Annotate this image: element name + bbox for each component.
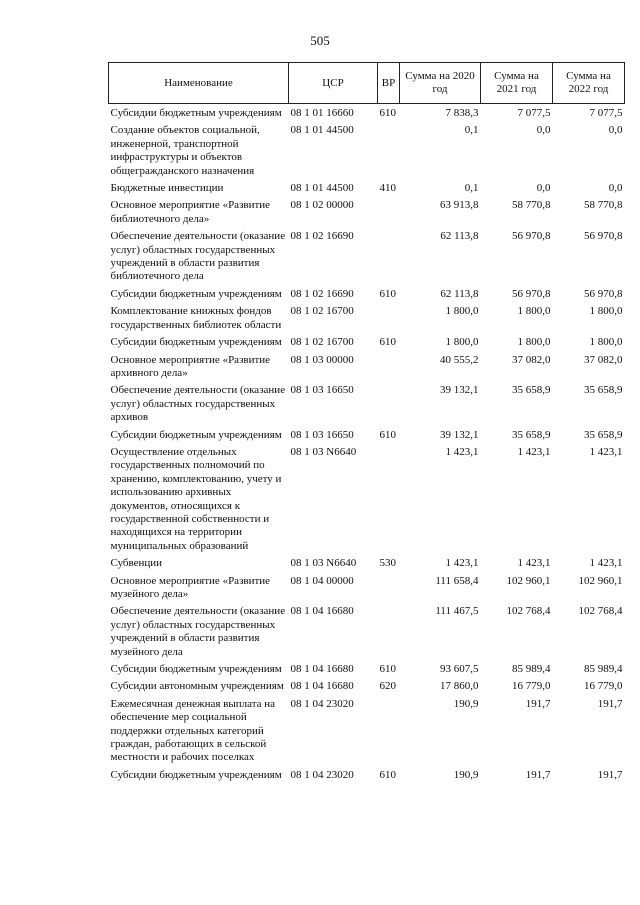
cell-vr: 530 [379,557,396,570]
cell-sum-2020: 111 658,4 [435,574,479,587]
cell-sum-2020: 63 913,8 [440,199,479,212]
cell-csr: 08 1 04 23020 [290,697,354,710]
cell-csr: 08 1 02 16690 [290,230,354,243]
cell-csr: 08 1 01 16660 [290,107,354,119]
cell-csr: 08 1 03 00000 [290,353,354,366]
cell-sum-2020: 0,1 [464,182,479,195]
cell-vr: 610 [379,107,396,119]
cell-vr [378,695,400,766]
cell-sum-2022: 35 658,9 [584,428,623,441]
cell-sum-2022: 7 077,5 [589,107,623,119]
table-row [109,443,625,554]
cell-sum-2021: 37 082,0 [512,353,551,366]
cell-sum-2020: 17 860,0 [440,680,479,693]
cell-sum-2021: 56 970,8 [512,287,551,300]
cell-sum-2020: 190,9 [453,768,479,781]
cell-sum-2020: 0,1 [464,124,479,137]
cell-sum-2020: 40 555,2 [440,353,479,366]
cell-sum-2020: 1 800,0 [445,336,479,349]
cell-sum-2020: 1 423,1 [445,557,479,570]
cell-sum-2022: 102 960,1 [578,574,623,587]
cell-sum-2021: 102 768,4 [506,605,551,618]
cell-sum-2021: 1 423,1 [517,557,551,570]
cell-sum-2021: 191,7 [525,697,551,710]
cell-sum-2022: 191,7 [597,768,623,781]
cell-sum-2021: 0,0 [536,182,551,195]
cell-name: Обеспечение деятельности (оказание услуг) областных государственных учреждений в области развития музейного дела [110,605,286,658]
table-row [109,104,625,122]
cell-sum-2020: 1 423,1 [445,445,479,458]
cell-sum-2021: 35 658,9 [512,384,551,397]
cell-name: Субвенции [110,557,163,570]
table-row [109,333,625,350]
cell-name: Субсидии автономным учреждениям [110,680,284,693]
cell-sum-2021: 85 989,4 [512,663,551,676]
cell-sum-2022: 16 779,0 [584,680,623,693]
cell-csr: 08 1 04 16680 [290,605,354,618]
cell-sum-2022: 0,0 [608,182,623,195]
cell-sum-2021: 16 779,0 [512,680,551,693]
cell-vr [378,443,400,554]
cell-sum-2020: 1 800,0 [445,305,479,318]
cell-csr: 08 1 03 16650 [290,384,354,397]
cell-name: Основное мероприятие «Развитие музейного дела» [110,574,271,600]
cell-sum-2022: 1 800,0 [589,305,623,318]
cell-vr [378,227,400,285]
cell-sum-2022: 1 423,1 [589,445,623,458]
header-name: Наименование [109,63,289,104]
cell-name: Основное мероприятие «Развитие библиотечного дела» [110,199,271,225]
table-row [109,572,625,603]
cell-sum-2022: 85 989,4 [584,663,623,676]
cell-csr: 08 1 02 16700 [290,336,354,349]
cell-csr: 08 1 04 16680 [290,663,354,676]
cell-vr: 610 [379,336,396,349]
cell-vr: 610 [379,768,396,781]
cell-sum-2022: 37 082,0 [584,353,623,366]
cell-sum-2022: 191,7 [597,697,623,710]
cell-csr: 08 1 03 16650 [290,428,354,441]
table-row [109,179,625,196]
cell-csr: 08 1 01 44500 [290,182,354,195]
cell-name: Субсидии бюджетным учреждениям [110,768,282,781]
cell-name: Основное мероприятие «Развитие архивного дела» [110,353,271,379]
cell-sum-2022: 58 770,8 [584,199,623,212]
header-vr: ВР [378,63,400,104]
cell-csr: 08 1 02 16700 [290,305,354,318]
cell-name: Комплектование книжных фондов государственных библиотек области [110,305,282,331]
cell-name: Создание объектов социальной, инженерной, транспортной инфраструктуры и объектов общегражданского назначения [110,124,260,177]
cell-csr: 08 1 03 N6640 [290,557,357,570]
header-sum-2020: Сумма на 2020 год [400,63,481,104]
table-row [109,121,625,179]
table-row [109,227,625,285]
cell-sum-2020: 62 113,8 [440,287,479,300]
cell-name: Ежемесячная денежная выплата на обеспечение мер социальной поддержки отдельных категорий граждан, работающих в сельской местности и рабочих поселках [110,697,276,764]
cell-sum-2022: 1 800,0 [589,336,623,349]
cell-sum-2021: 1 423,1 [517,445,551,458]
cell-sum-2022: 102 768,4 [578,605,623,618]
cell-sum-2021: 7 077,5 [517,107,551,119]
table-row [109,302,625,333]
table-row [109,677,625,694]
cell-name: Обеспечение деятельности (оказание услуг) областных государственных архивов [110,384,286,424]
budget-table [108,62,625,783]
cell-name: Субсидии бюджетным учреждениям [110,663,282,676]
cell-csr: 08 1 04 23020 [290,768,354,781]
header-sum-2022: Сумма на 2022 год [553,63,625,104]
cell-sum-2020: 7 838,3 [445,107,479,119]
header-sum-2021: Сумма на 2021 год [481,63,553,104]
cell-vr [378,351,400,382]
cell-vr: 610 [379,663,396,676]
cell-csr: 08 1 04 16680 [290,680,354,693]
cell-name: Субсидии бюджетным учреждениям [110,428,282,441]
cell-sum-2020: 111 467,5 [435,605,479,618]
page-number: 505 [310,33,330,48]
cell-vr [378,381,400,425]
table-row [109,660,625,677]
cell-sum-2020: 62 113,8 [440,230,479,243]
table-row [109,381,625,425]
cell-sum-2021: 102 960,1 [506,574,551,587]
cell-name: Бюджетные инвестиции [110,182,224,195]
table-row [109,196,625,227]
cell-vr: 410 [379,182,396,195]
cell-sum-2020: 39 132,1 [440,384,479,397]
table-row [109,285,625,302]
cell-vr [378,302,400,333]
cell-vr [378,572,400,603]
cell-csr: 08 1 01 44500 [290,124,354,137]
cell-vr: 610 [379,428,396,441]
table-row [109,695,625,766]
cell-csr: 08 1 04 00000 [290,574,354,587]
cell-name: Обеспечение деятельности (оказание услуг) областных государственных учреждений в области развития библиотечного дела [110,230,286,283]
cell-vr [378,121,400,179]
table-row [109,351,625,382]
cell-sum-2021: 56 970,8 [512,230,551,243]
cell-name: Субсидии бюджетным учреждениям [110,107,282,119]
cell-vr [378,196,400,227]
cell-vr: 610 [379,287,396,300]
cell-sum-2021: 35 658,9 [512,428,551,441]
cell-name: Субсидии бюджетным учреждениям [110,287,282,300]
cell-name: Субсидии бюджетным учреждениям [110,336,282,349]
cell-sum-2020: 190,9 [453,697,479,710]
table-header-row [109,63,625,104]
cell-sum-2022: 56 970,8 [584,230,623,243]
header-csr: ЦСР [289,63,378,104]
cell-sum-2020: 93 607,5 [440,663,479,676]
table-row [109,766,625,783]
cell-csr: 08 1 02 16690 [290,287,354,300]
table-row [109,602,625,660]
cell-sum-2022: 1 423,1 [589,557,623,570]
cell-sum-2022: 56 970,8 [584,287,623,300]
table-row [109,554,625,571]
cell-vr: 620 [379,680,396,693]
cell-sum-2021: 1 800,0 [517,305,551,318]
cell-sum-2021: 58 770,8 [512,199,551,212]
cell-sum-2021: 0,0 [536,124,551,137]
cell-sum-2020: 39 132,1 [440,428,479,441]
cell-vr [378,602,400,660]
cell-sum-2021: 1 800,0 [517,336,551,349]
cell-csr: 08 1 03 N6640 [290,445,357,458]
table-row [109,426,625,443]
cell-name: Осуществление отдельных государственных полномочий по хранению, комплектованию, учету и использованию архивных документов, относящихся к государственной собственности и находящихся на территории муниципальных образований [110,445,282,552]
cell-sum-2022: 35 658,9 [584,384,623,397]
cell-csr: 08 1 02 00000 [290,199,354,212]
cell-sum-2021: 191,7 [525,768,551,781]
cell-sum-2022: 0,0 [608,124,623,137]
